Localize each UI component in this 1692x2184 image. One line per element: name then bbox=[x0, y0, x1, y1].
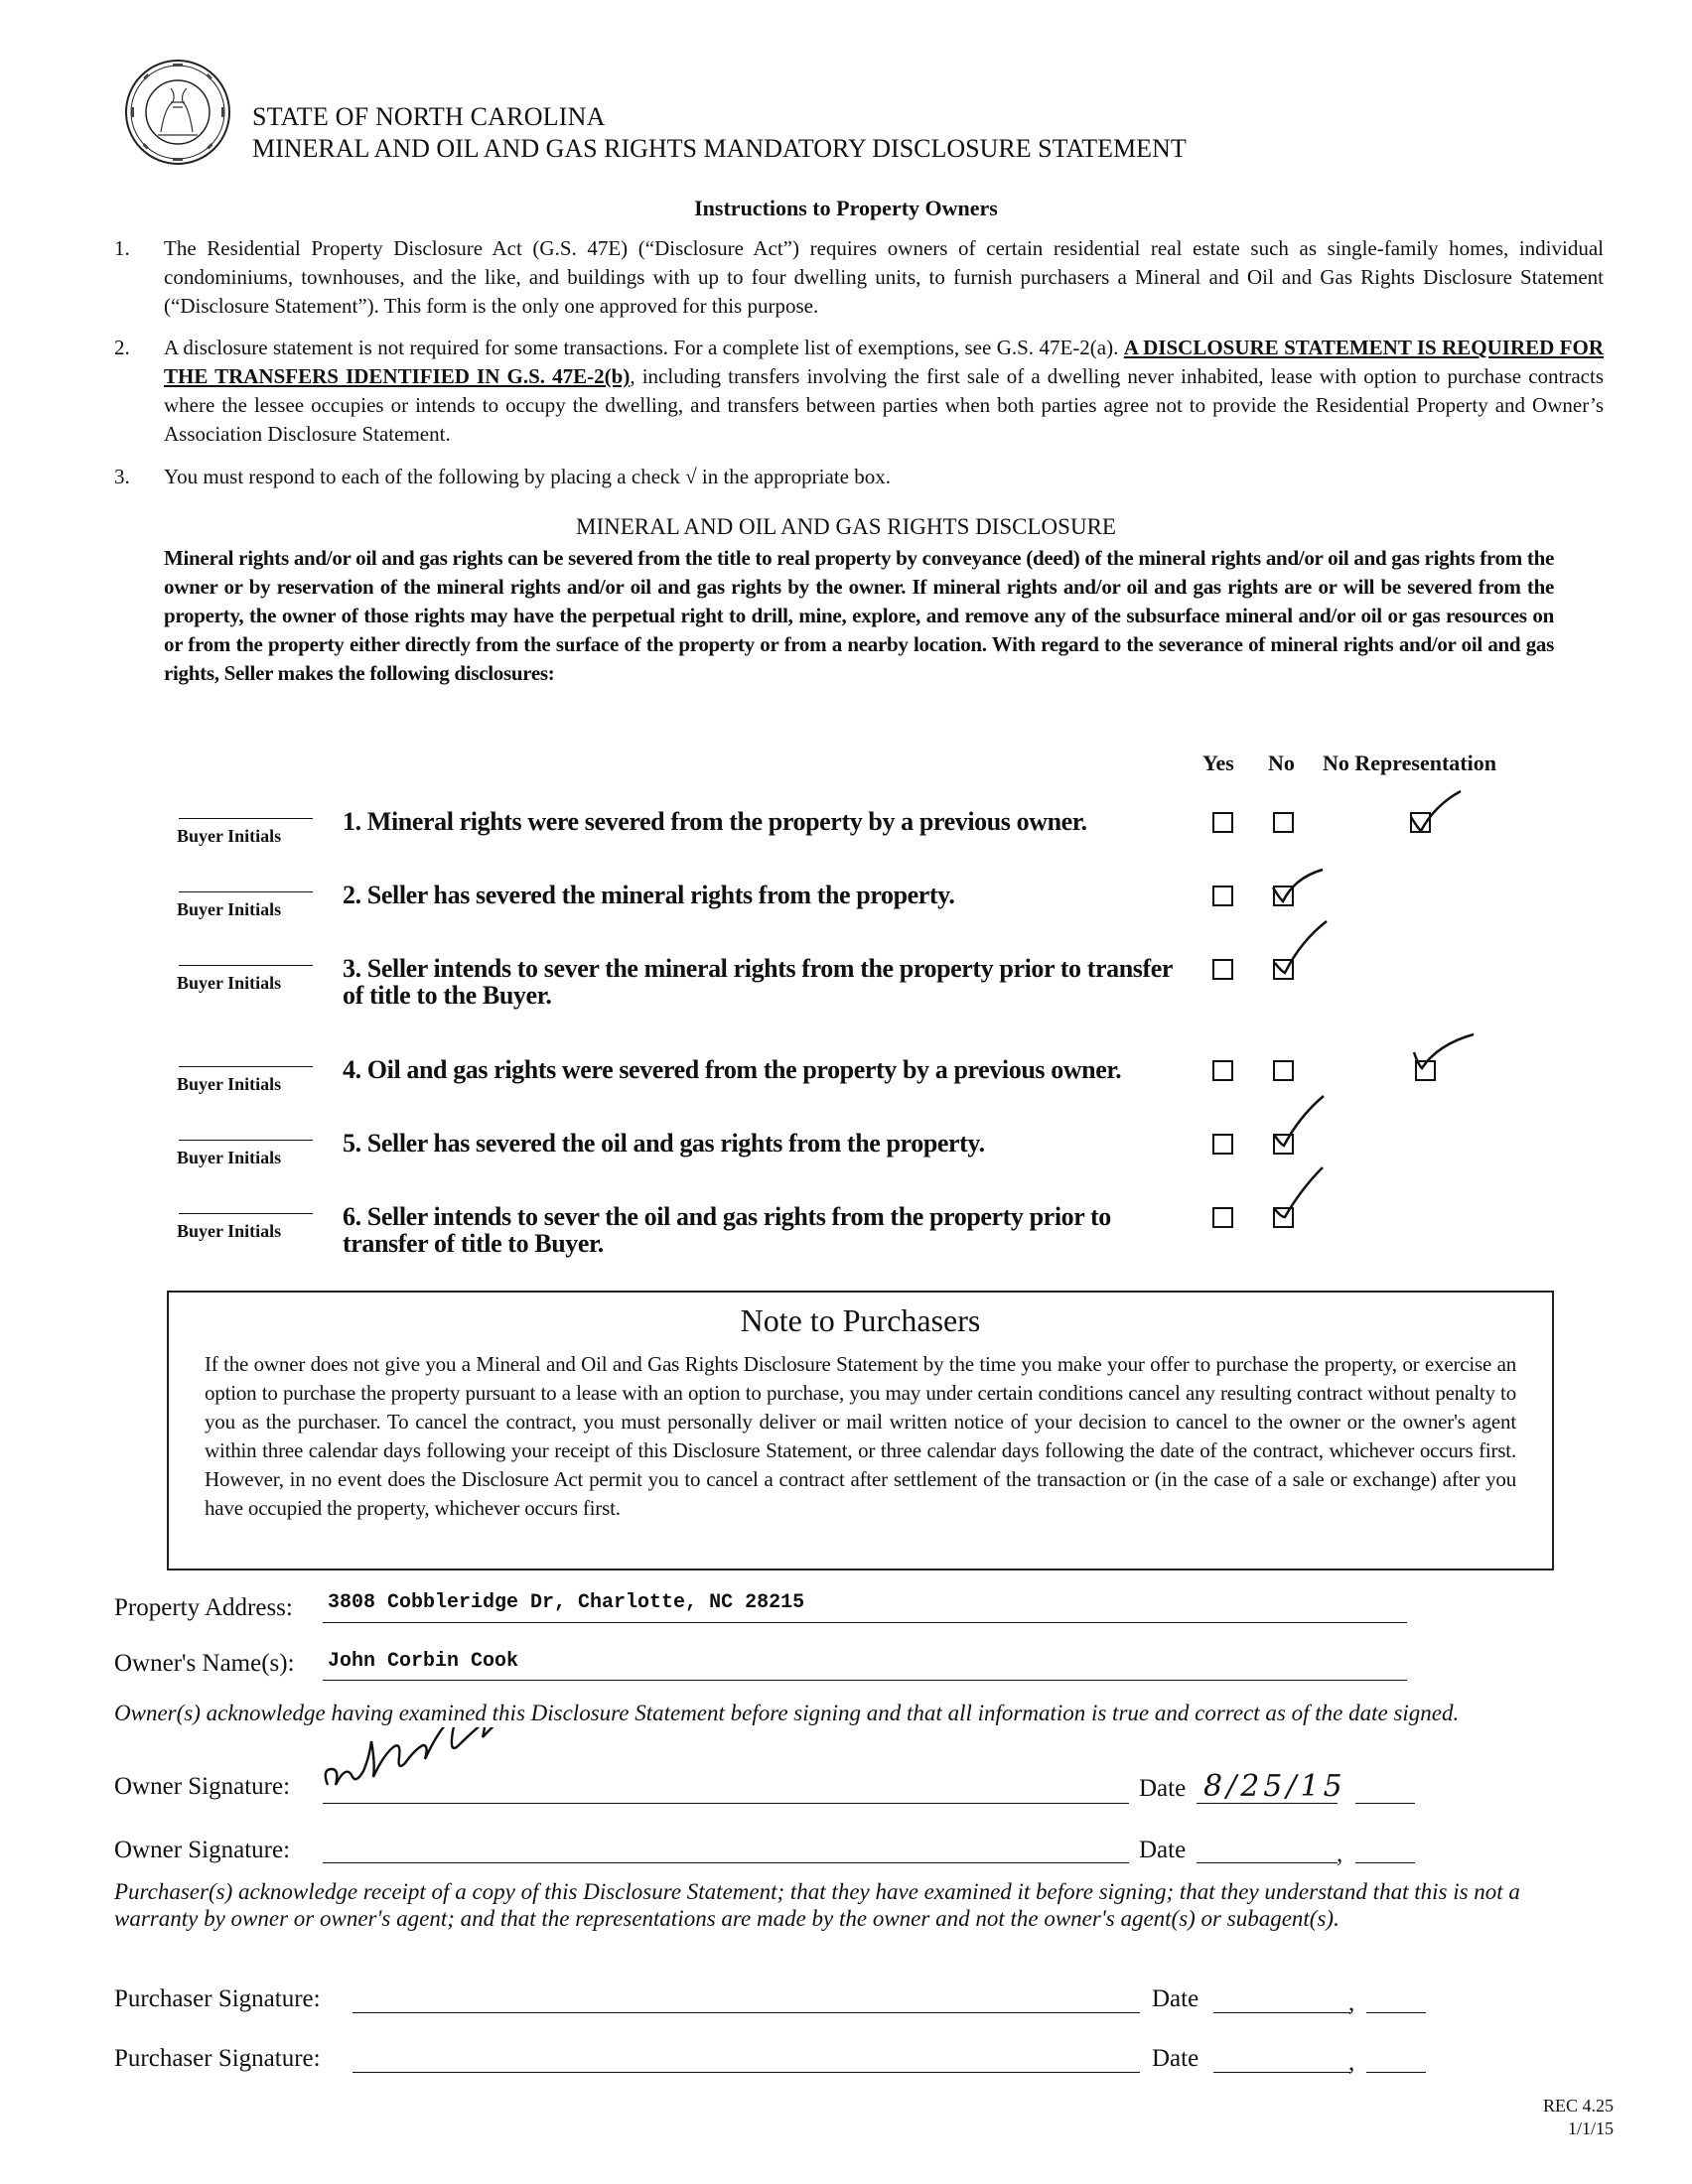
date-line[interactable] bbox=[1213, 2072, 1350, 2073]
buyer-initials-line[interactable] bbox=[179, 818, 313, 819]
column-yes: Yes bbox=[1202, 751, 1234, 775]
year-line[interactable] bbox=[1355, 1862, 1415, 1863]
disclosure-title: MINERAL AND OIL AND GAS RIGHTS DISCLOSURE bbox=[576, 514, 1116, 539]
instruction-emphasis: A DISCLOSURE STATEMENT IS REQUIRED FOR THE TRANSFERS IDENTIFIED IN G.S. 47E-2(b) bbox=[164, 336, 1605, 388]
state-heading: STATE OF NORTH CAROLINA bbox=[252, 102, 606, 131]
purchaser-signature-label: Purchaser Signature: bbox=[114, 1985, 321, 2012]
date-comma: , bbox=[1348, 1989, 1355, 2016]
disclosure-item-1: 1. Mineral rights were severed from the property by a previous owner. bbox=[343, 807, 1087, 836]
year-line bbox=[1355, 1803, 1415, 1804]
item-2-yes-checkbox[interactable] bbox=[1212, 886, 1233, 906]
instruction-1 bbox=[114, 234, 1604, 324]
property-address-line bbox=[323, 1622, 1407, 1623]
purchaser-acknowledgement: Purchaser(s) acknowledge receipt of a copy of this Disclosure Statement; that they have examined it before signing; that they understand that this is not a warranty by owner or owner's agent; and that the representations are made by the owner and not the owner's agent(s) or subagent(s). bbox=[114, 1879, 1520, 1931]
instruction-3 bbox=[114, 463, 1604, 492]
buyer-initials-label: Buyer Initials bbox=[177, 1221, 282, 1241]
checkmark-icon bbox=[1405, 784, 1475, 844]
form-footer bbox=[1430, 2095, 1614, 2140]
date-label: Date bbox=[1152, 2045, 1199, 2072]
item-3-yes-checkbox[interactable] bbox=[1212, 959, 1233, 980]
checkmark-icon bbox=[1267, 1163, 1337, 1223]
buyer-initials-line[interactable] bbox=[179, 891, 313, 892]
year-line[interactable] bbox=[1366, 2012, 1426, 2013]
date-line[interactable] bbox=[1213, 2012, 1350, 2013]
buyer-initials-line[interactable] bbox=[179, 1066, 313, 1067]
checkmark-icon bbox=[1410, 1023, 1480, 1082]
instruction-text: You must respond to each of the following by placing a check √ in the appropriate box. bbox=[164, 465, 891, 488]
disclosure-item-2: 2. Seller has severed the mineral rights from the property. bbox=[343, 881, 955, 909]
owner-signature-line-1[interactable] bbox=[323, 1803, 1129, 1804]
column-no-representation: No Representation bbox=[1323, 751, 1496, 775]
owner-signature-line-2[interactable] bbox=[323, 1862, 1129, 1863]
note-body: If the owner does not give you a Mineral and Oil and Gas Rights Disclosure Statement by the time you make your offer to purchase the property, or exercise an option to purchase the property pursuant to a lease with an option to purchase, you may under certain conditions cancel any resulting contract without penalty to you as the purchaser. To cancel the contract, you must personally deliver or mail written notice of your decision to cancel to the owner or the owner's agent within three calendar days following your receipt of this Disclosure Statement, or three calendar days following the date of the contract, whichever occurs first. However, in no event does the Disclosure Act permit you to cancel a contract after settlement of the transaction or (in the case of a sale or exchange) after you have occupied the property, whichever occurs first. bbox=[205, 1352, 1516, 1520]
form-revision-date: 1/1/15 bbox=[1567, 2118, 1614, 2138]
buyer-initials-label: Buyer Initials bbox=[177, 1148, 282, 1167]
property-address-value[interactable]: 3808 Cobbleridge Dr, Charlotte, NC 28215 bbox=[328, 1591, 805, 1614]
note-title: Note to Purchasers bbox=[740, 1302, 981, 1338]
instruction-number: 3. bbox=[114, 465, 130, 488]
checkmark-icon bbox=[1267, 919, 1337, 979]
disclosure-item-5: 5. Seller has severed the oil and gas rights from the property. bbox=[343, 1129, 985, 1158]
disclosure-body: Mineral rights and/or oil and gas rights can be severed from the title to real property by conveyance (deed) of the mineral rights and/or oil and gas rights from the owner or by reservation of the mineral rights and/or oil and gas rights by the owner. If mineral rights and/or oil and gas rights are or will be severed from the property, the owner of those rights may have the perpetual right to drill, mine, explore, and remove any of the subsurface mineral and/or oil or gas resources on or from the property either directly from the surface of the property or from a nearby location. With regard to the severance of mineral rights and/or oil and gas rights, Seller makes the following disclosures: bbox=[164, 546, 1554, 685]
disclosure-item-6: 6. Seller intends to sever the oil and gas rights from the property prior to transfer of title to Buyer. bbox=[343, 1202, 1111, 1258]
owner-date-1-value[interactable]: 8/25/15 bbox=[1203, 1769, 1346, 1804]
instructions-heading: Instructions to Property Owners bbox=[694, 196, 998, 220]
instruction-text-a: A disclosure statement is not required for some transactions. For a complete list of exemptions, see G.S. 47E-2(a). bbox=[164, 336, 1124, 359]
item-6-yes-checkbox[interactable] bbox=[1212, 1207, 1233, 1228]
instruction-number: 1. bbox=[114, 236, 130, 260]
owner-acknowledgement: Owner(s) acknowledge having examined this Disclosure Statement before signing and that all information is true and correct as of the date signed. bbox=[114, 1701, 1460, 1725]
property-address-label: Property Address: bbox=[114, 1594, 293, 1621]
owners-name-value[interactable]: John Corbin Cook bbox=[328, 1650, 519, 1673]
owners-name-line bbox=[323, 1680, 1407, 1681]
item-4-yes-checkbox[interactable] bbox=[1212, 1060, 1233, 1081]
date-line bbox=[1197, 1803, 1338, 1804]
owner-signature-label: Owner Signature: bbox=[114, 1837, 291, 1863]
real-estate-commission-seal bbox=[123, 58, 232, 167]
year-line[interactable] bbox=[1366, 2072, 1426, 2073]
form-code: REC 4.25 bbox=[1542, 2096, 1614, 2116]
date-comma: , bbox=[1348, 2049, 1355, 2076]
item-4-no-checkbox[interactable] bbox=[1273, 1060, 1294, 1081]
disclosure-item-3: 3. Seller intends to sever the mineral rights from the property prior to transfer of title to the Buyer. bbox=[343, 954, 1173, 1010]
checkmark-icon bbox=[1267, 858, 1337, 917]
owners-name-label: Owner's Name(s): bbox=[114, 1650, 295, 1677]
buyer-initials-label: Buyer Initials bbox=[177, 899, 282, 919]
owner-signature-handwriting bbox=[320, 1727, 618, 1807]
purchaser-signature-line-2[interactable] bbox=[352, 2072, 1140, 2073]
date-label: Date bbox=[1152, 1985, 1199, 2012]
checkmark-icon bbox=[1267, 1092, 1337, 1152]
buyer-initials-line[interactable] bbox=[179, 965, 313, 966]
column-no: No bbox=[1268, 751, 1295, 775]
date-label: Date bbox=[1139, 1775, 1187, 1802]
item-1-yes-checkbox[interactable] bbox=[1212, 812, 1233, 833]
date-label: Date bbox=[1139, 1837, 1187, 1863]
instruction-text: The Residential Property Disclosure Act (G.S. 47E) (“Disclosure Act”) requires owners of certain residential real estate such as single-family homes, individual condominiums, townhouses, and the like, and buildings with up to four dwelling units, to furnish purchasers a Mineral and Oil and Gas Rights Disclosure Statement (“Disclosure Statement”). This form is the only one approved for this purpose. bbox=[164, 236, 1604, 318]
instruction-text-c: , including transfers involving the first sale of a dwelling never inhabited, lease with option to purchase contracts where the lessee occupies or intends to occupy the dwelling, and transfers between parties when both parties agree not to provide the Residential Property and Owner’s Association Disclosure Statement. bbox=[164, 364, 1604, 446]
purchaser-signature-label: Purchaser Signature: bbox=[114, 2045, 321, 2072]
instruction-2 bbox=[114, 334, 1604, 451]
note-to-purchasers-box bbox=[167, 1291, 1554, 1570]
instruction-text bbox=[164, 334, 1604, 449]
disclosure-item-4: 4. Oil and gas rights were severed from the property by a previous owner. bbox=[343, 1055, 1122, 1084]
purchaser-signature-line-1[interactable] bbox=[352, 2012, 1140, 2013]
instruction-number: 2. bbox=[114, 336, 130, 359]
form-title: MINERAL AND OIL AND GAS RIGHTS MANDATORY DISCLOSURE STATEMENT bbox=[252, 134, 1187, 163]
buyer-initials-line[interactable] bbox=[179, 1213, 313, 1214]
buyer-initials-line[interactable] bbox=[179, 1140, 313, 1141]
owner-signature-label: Owner Signature: bbox=[114, 1773, 291, 1800]
date-line[interactable] bbox=[1197, 1862, 1338, 1863]
buyer-initials-label: Buyer Initials bbox=[177, 1074, 282, 1094]
buyer-initials-label: Buyer Initials bbox=[177, 973, 282, 993]
buyer-initials-label: Buyer Initials bbox=[177, 826, 282, 846]
date-comma: , bbox=[1337, 1841, 1343, 1867]
item-1-no-checkbox[interactable] bbox=[1273, 812, 1294, 833]
item-5-yes-checkbox[interactable] bbox=[1212, 1134, 1233, 1155]
